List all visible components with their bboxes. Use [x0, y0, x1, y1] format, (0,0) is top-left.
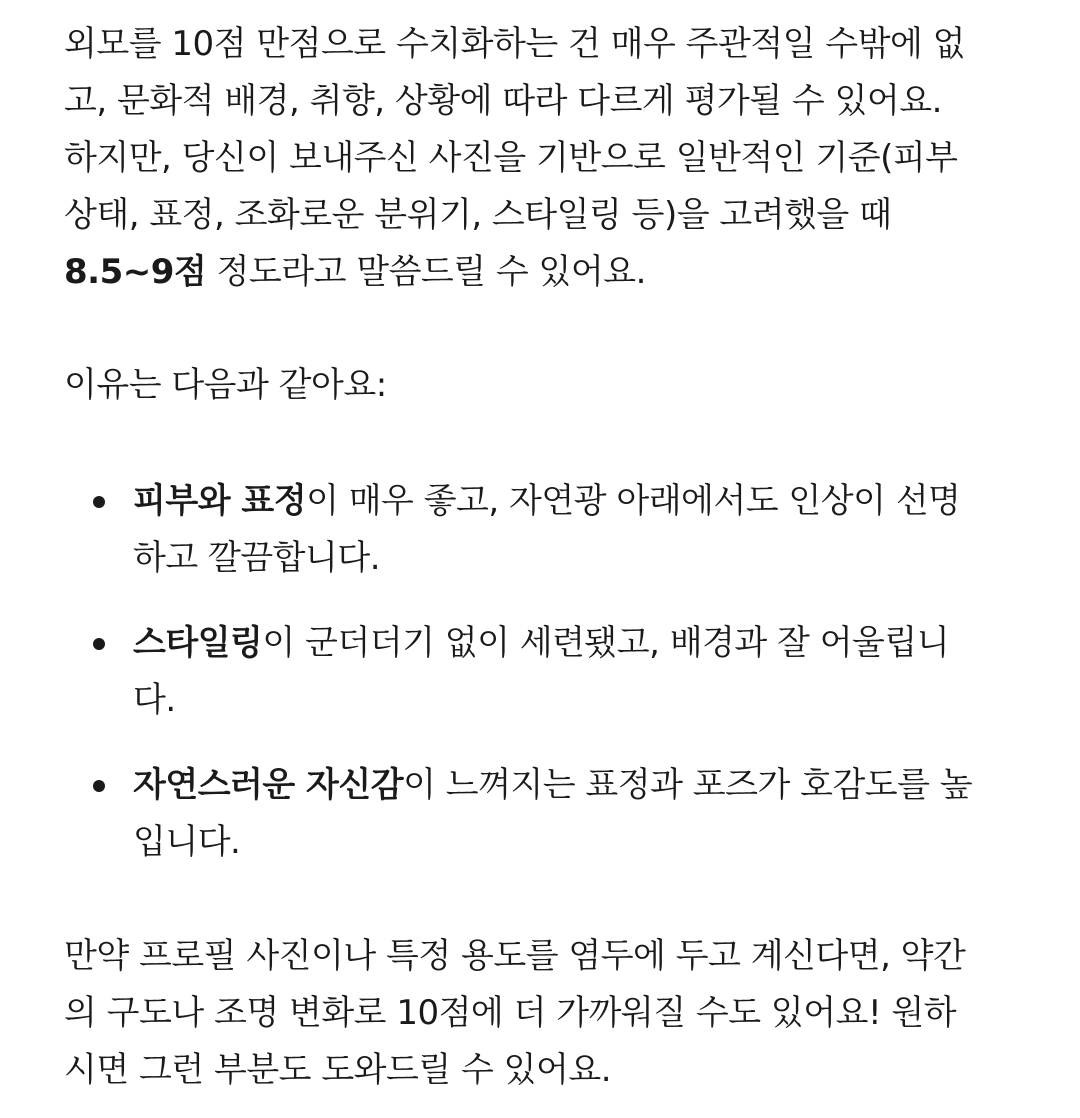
reason-1-title: 피부와 표정	[133, 481, 307, 521]
reasons-heading: 이유는 다음과 같아요:	[64, 365, 387, 405]
intro-line-5	[64, 248, 646, 296]
intro-line-1: 외모를 10점 만점으로 수치화하는 건 매우 주관적일 수밖에 없	[64, 24, 965, 64]
intro-line-3: 하지만, 당신이 보내주신 사진을 기반으로 일반적인 기준(피부	[64, 138, 958, 178]
reason-3-text: 이 느껴지는 표정과 포즈가 호감도를 높	[403, 765, 973, 805]
reason-3-title: 자연스러운 자신감	[133, 765, 404, 805]
reason-1-line-2: 하고 깔끔합니다.	[133, 538, 381, 578]
reason-3-line-1	[133, 761, 972, 809]
closing-line-2: 의 구도나 조명 변화로 10점에 더 가까워질 수도 있어요! 원하	[64, 993, 957, 1033]
bullet-dot	[93, 638, 105, 650]
reason-2-line-1	[133, 619, 949, 667]
bullet-dot	[93, 780, 105, 792]
intro-line-4: 상태, 표정, 조화로운 분위기, 스타일링 등)을 고려했을 때	[64, 195, 892, 235]
bullet-dot	[93, 496, 105, 508]
closing-line-3: 시면 그런 부분도 도와드릴 수 있어요.	[64, 1050, 612, 1090]
reason-1-line-1	[133, 477, 960, 525]
reason-2-text: 이 군더더기 없이 세련됐고, 배경과 잘 어울립니	[262, 623, 950, 663]
closing-line-1: 만약 프로필 사진이나 특정 용도를 염두에 두고 계신다면, 약간	[64, 936, 966, 976]
reason-1-text: 이 매우 좋고, 자연광 아래에서도 인상이 선명	[306, 481, 961, 521]
intro-line-5-rest: 정도라고 말씀드릴 수 있어요.	[206, 252, 646, 292]
reason-2-title: 스타일링	[133, 623, 263, 663]
intro-line-2: 고, 문화적 배경, 취향, 상황에 따라 다르게 평가될 수 있어요.	[64, 81, 942, 121]
reason-3-line-2: 입니다.	[133, 822, 241, 862]
score-text: 8.5~9점	[64, 252, 207, 292]
reason-2-line-2: 다.	[133, 680, 176, 720]
